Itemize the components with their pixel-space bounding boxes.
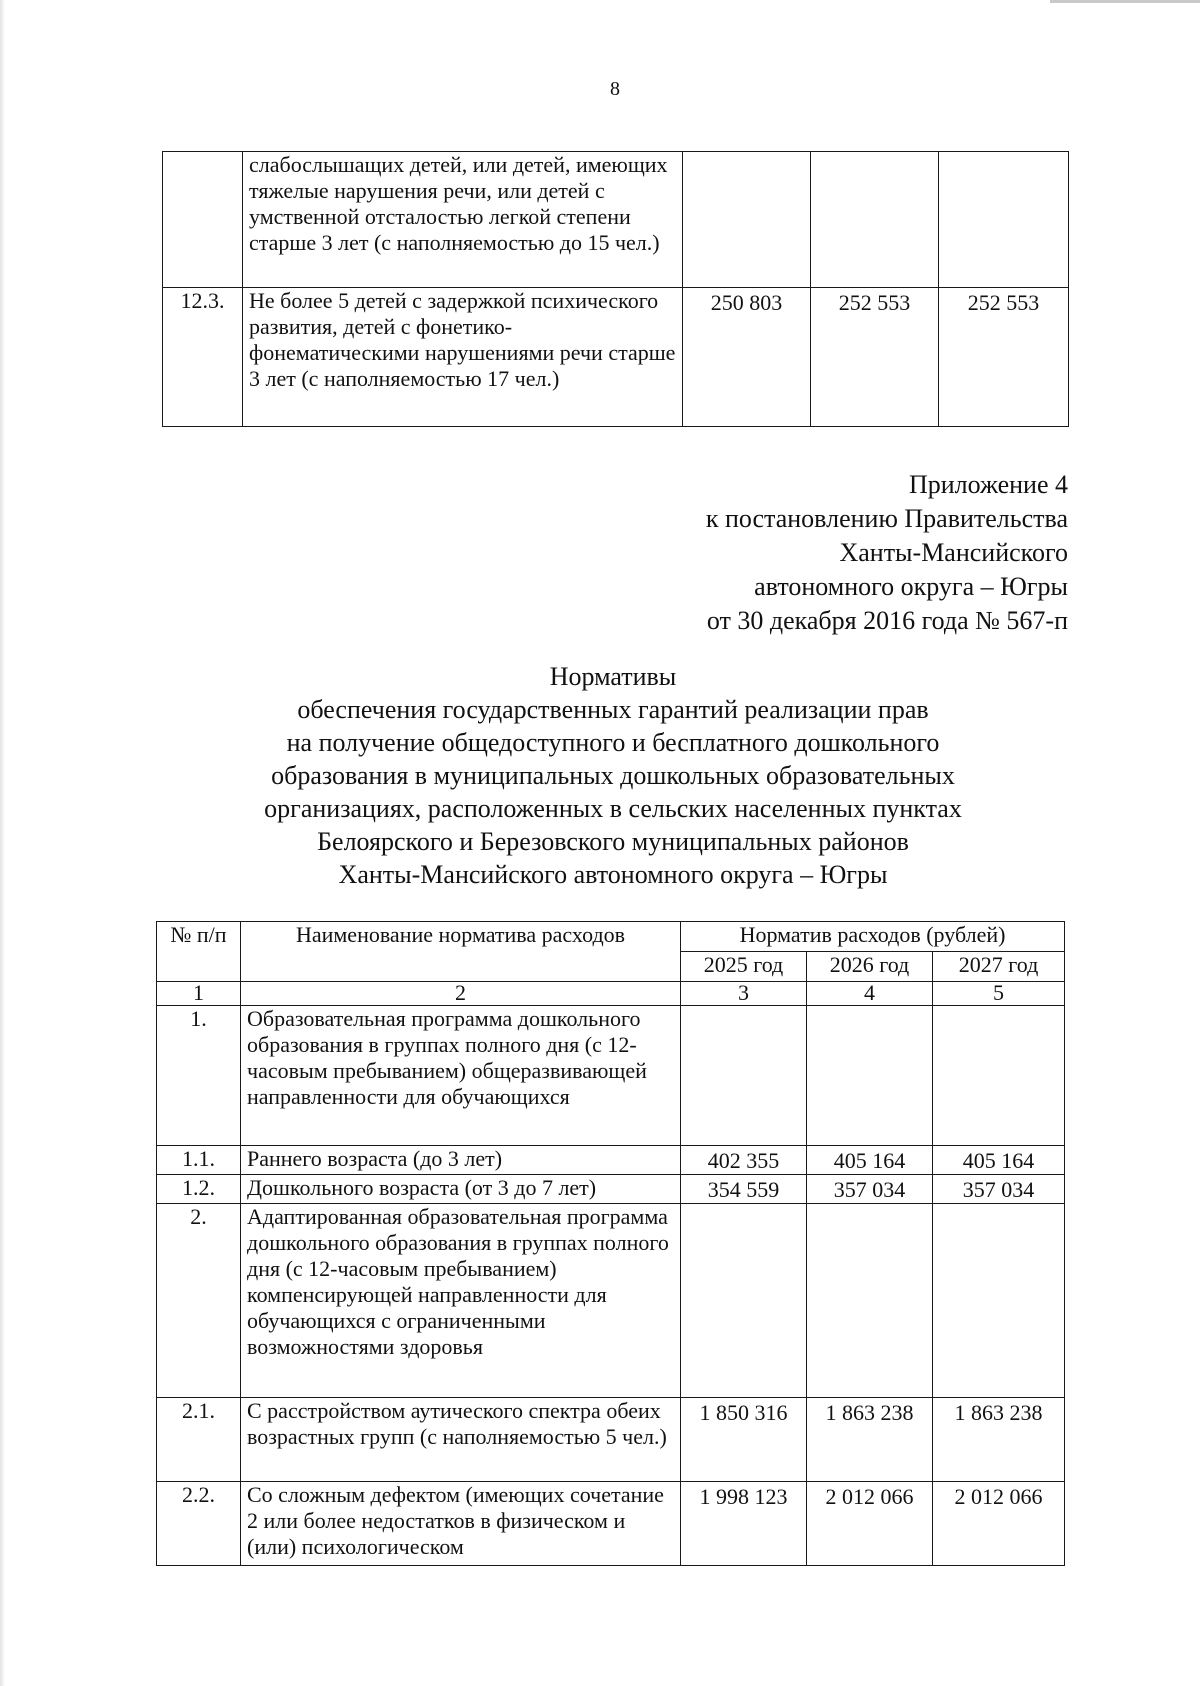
row-number: 2. [157,1204,241,1398]
row-name: Образовательная программа дошкольного образования в группах полного дня (с 12-часовым пребыванием) общеразвивающей направленности для обучающихся [241,1006,681,1146]
row-number: 1.2. [157,1175,241,1204]
row-name: Адаптированная образовательная программа дошкольного образования в группах полного дня (с 12-часовым пребыванием) компенсирующей направленности для обучающихся с ограниченными возможностями здоровья [241,1204,681,1398]
row-number: 1.1. [157,1146,241,1175]
value-2025: 1 850 316 [681,1398,807,1482]
title-line: организациях, расположенных в сельских населенных пунктах [264,794,962,823]
title-line: Белоярского и Березовского муниципальных районов [317,827,909,856]
title-line: Нормативы [549,662,677,691]
value-2025: 402 355 [681,1146,807,1175]
header-name: Наименование норматива расходов [241,922,681,982]
column-index: 5 [933,982,1065,1006]
table-row [157,1398,1065,1482]
value-2027 [939,152,1069,288]
appendix-line: Ханты-Мансийского [839,538,1068,567]
value-2026: 405 164 [807,1146,933,1175]
value-2027: 357 034 [933,1175,1065,1204]
column-index: 4 [807,982,933,1006]
table-row [163,288,1069,427]
row-number: 2.1. [157,1398,241,1482]
appendix-line: к постановлению Правительства [705,504,1068,533]
column-index: 2 [241,982,681,1006]
appendix-reference [706,468,1068,638]
normatives-table [156,921,1065,1566]
row-number: 12.3. [163,288,243,427]
table-row [163,152,1069,288]
title-line: на получение общедоступного и бесплатного дошкольного [286,728,940,757]
appendix-line: Приложение 4 [908,470,1068,499]
column-index: 1 [157,982,241,1006]
value-2025: 250 803 [683,288,811,427]
value-2027: 252 553 [939,288,1069,427]
page-number: 8 [610,78,620,100]
value-2025: 354 559 [681,1175,807,1204]
row-number: 2.2. [157,1482,241,1566]
row-name: слабослышащих детей, или детей, имеющих тяжелые нарушения речи, или детей с умственной отсталостью легкой степени старше 3 лет (с наполняемостью до 15 чел.) [243,152,683,288]
row-number: 1. [157,1006,241,1146]
scan-corner-mark [1050,0,1200,3]
value-2025: 1 998 123 [681,1482,807,1566]
header-num: № п/п [157,922,241,982]
header-row [157,922,1065,952]
value-2027 [933,1204,1065,1398]
scan-edge [0,0,5,1686]
value-2027 [933,1006,1065,1146]
value-2027: 2 012 066 [933,1482,1065,1566]
value-2026: 357 034 [807,1175,933,1204]
title-line: Ханты-Мансийского автономного округа – Югры [338,860,888,889]
table-row [157,1146,1065,1175]
header-year-2026: 2026 год [807,952,933,982]
continued-table [162,151,1069,427]
value-2026: 252 553 [811,288,939,427]
row-number [163,152,243,288]
row-name: С расстройством аутического спектра обеих возрастных групп (с наполняемостью 5 чел.) [241,1398,681,1482]
value-2026 [807,1204,933,1398]
table-row [157,1175,1065,1204]
value-2027: 405 164 [933,1146,1065,1175]
table-row [157,1204,1065,1398]
value-2026 [807,1006,933,1146]
row-name: Со сложным дефектом (имеющих сочетание 2 или более недостатков в физическом и (или) психологическом [241,1482,681,1566]
title-line: образования в муниципальных дошкольных образовательных [271,761,955,790]
value-2025 [683,152,811,288]
header-year-2027: 2027 год [933,952,1065,982]
header-year-2025: 2025 год [681,952,807,982]
table-row [157,1006,1065,1146]
document-title [230,660,996,891]
row-name: Дошкольного возраста (от 3 до 7 лет) [241,1175,681,1204]
row-name: Не более 5 детей с задержкой психического развития, детей с фонетико-фонематическими нарушениями речи старше 3 лет (с наполняемостью 17 чел.) [243,288,683,427]
value-2027: 1 863 238 [933,1398,1065,1482]
column-index: 3 [681,982,807,1006]
table-row [157,1482,1065,1566]
title-line: обеспечения государственных гарантий реализации прав [297,695,929,724]
value-2025 [681,1006,807,1146]
appendix-line: от 30 декабря 2016 года № 567-п [706,606,1068,635]
value-2026: 2 012 066 [807,1482,933,1566]
value-2026 [811,152,939,288]
value-2026: 1 863 238 [807,1398,933,1482]
header-group: Норматив расходов (рублей) [681,922,1065,952]
row-name: Раннего возраста (до 3 лет) [241,1146,681,1175]
appendix-line: автономного округа – Югры [754,572,1068,601]
value-2025 [681,1204,807,1398]
column-index-row [157,982,1065,1006]
